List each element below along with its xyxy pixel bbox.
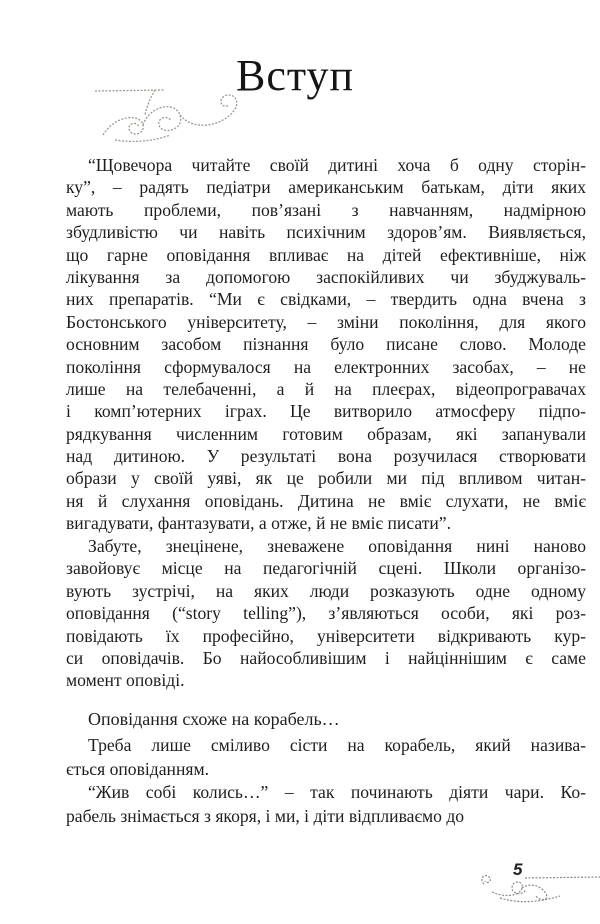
text-line: “Жив собі колись…” – так починають діяти чари. Ко- xyxy=(88,782,586,802)
text-line: рабель знімається з якоря, і ми, і діти відпливаємо до xyxy=(66,805,465,826)
text-line: си оповідачів. Бо найособливішим і найціннішим є саме xyxy=(66,647,586,668)
text-line: оповідання (“story telling”), з’являються особи, які роз- xyxy=(66,603,586,624)
ornament-swirl-icon xyxy=(95,85,265,145)
text-line: покоління сформувалося на електронних засобах, – не xyxy=(66,356,586,377)
text-line: Забуте, знецінене, зневажене оповідання нині наново xyxy=(88,536,586,556)
text-line: Бостонського університету, – зміни покоління, для якого xyxy=(66,311,586,332)
text-line: ня й слухання оповідань. Дитина не вміє слухати, не вміє xyxy=(66,490,586,511)
text-line: ється оповіданням. xyxy=(66,758,209,779)
text-line: лікування за допомогою заспокійливих чи збуджуваль- xyxy=(66,266,586,287)
text-line: що гарне оповідання впливає на дітей ефективніше, ніж xyxy=(66,244,586,265)
chapter-title: Вступ xyxy=(236,51,355,100)
page-number: 5 xyxy=(513,860,523,879)
text-line: ку”, – радять педіатри американським батькам, діти яких xyxy=(66,177,586,198)
text-line: лише на телебаченні, а й на плеєрах, відеопрогравачах xyxy=(66,378,586,399)
text-line: “Щовечора читайте своїй дитині хоча б одну сторін- xyxy=(88,155,586,175)
section-paragraphs xyxy=(66,734,586,828)
text-line: рядкування численним готовим образам, які запанували xyxy=(66,423,586,444)
text-line: і комп’ютерних іграх. Це витворило атмосферу підпо- xyxy=(66,401,586,422)
text-line: образи у своїй уяві, як це робили ми під впливом читан- xyxy=(66,468,586,489)
text-line: мають проблеми, пов’язані з навчанням, надмірною xyxy=(66,199,586,220)
text-line: над дитиною. У результаті вона розучилася створювати xyxy=(66,446,586,467)
paragraph-1 xyxy=(66,154,586,535)
ornament-swirl-icon xyxy=(470,862,600,907)
text-line: них препаратів. “Ми є свідками, – твердить одна вчена з xyxy=(66,289,586,310)
section-heading: Оповідання схоже на корабель… xyxy=(88,709,340,729)
text-line: вують зустрічі, на яких люди розказують одне одному xyxy=(66,580,586,601)
text-line: основним засобом пізнання було писане слово. Молоде xyxy=(66,334,586,355)
text-line: вигадувати, фантазувати, а отже, й не вміє писати”. xyxy=(66,513,452,534)
text-line: момент оповіді. xyxy=(66,670,185,691)
text-line: Треба лише сміливо сісти на корабель, який назива- xyxy=(88,735,586,755)
text-line: збудливістю чи навіть психічним здоров’ям. Виявляється, xyxy=(66,222,586,243)
paragraph-2 xyxy=(66,535,586,692)
text-line: повідають їх професійно, університети відкривають кур- xyxy=(66,625,586,646)
text-line: завойовує місце на педагогічній сцені. Школи організо- xyxy=(66,558,586,579)
